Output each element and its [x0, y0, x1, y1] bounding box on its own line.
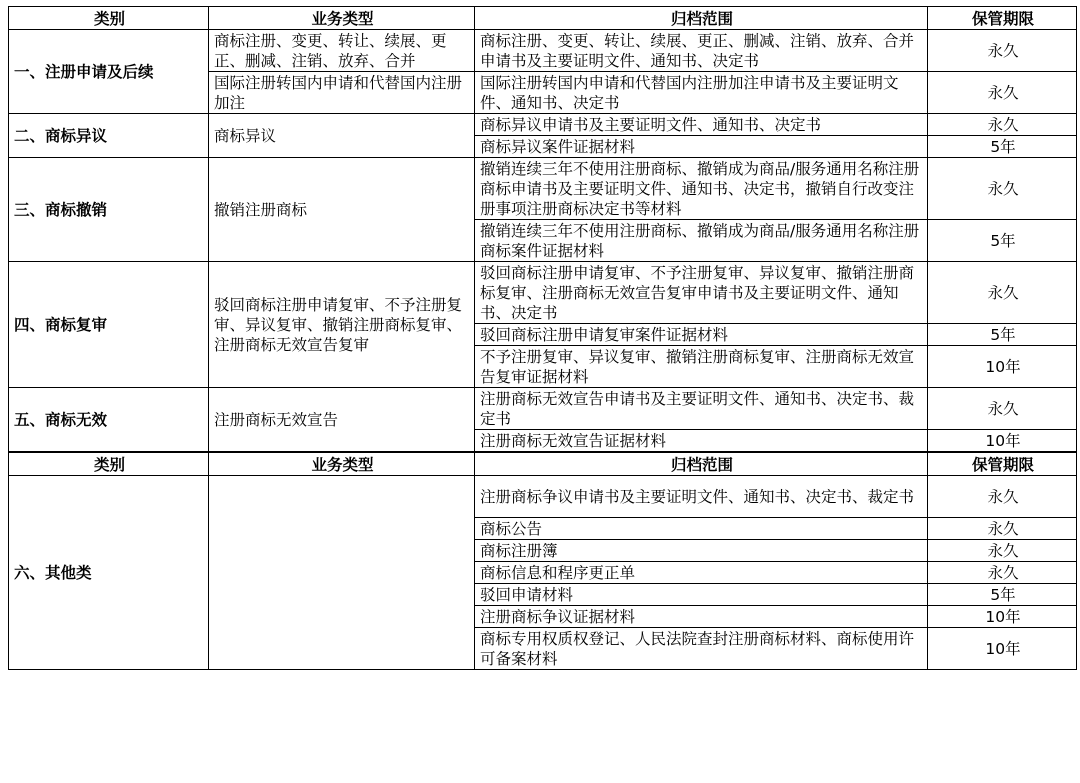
header-archive-scope: 归档范围	[475, 7, 928, 30]
category-cell: 六、其他类	[9, 476, 209, 670]
retention-period-cell: 永久	[928, 540, 1077, 562]
table-row	[9, 262, 1077, 324]
retention-period-cell: 永久	[928, 72, 1077, 114]
business-type-cell	[209, 476, 475, 670]
retention-period-cell: 永久	[928, 476, 1077, 518]
header-category: 类别	[9, 452, 209, 476]
retention-period-cell: 永久	[928, 388, 1077, 430]
table-row	[9, 114, 1077, 136]
business-type-cell: 注册商标无效宣告	[209, 388, 475, 453]
archive-scope-cell: 商标注册簿	[475, 540, 928, 562]
header-retention-period: 保管期限	[928, 452, 1077, 476]
retention-period-cell: 永久	[928, 114, 1077, 136]
archive-retention-table-container	[8, 6, 1076, 670]
archive-scope-cell: 驳回商标注册申请复审、不予注册复审、异议复审、撤销注册商标复审、注册商标无效宣告复审申请书及主要证明文件、通知书、决定书	[475, 262, 928, 324]
retention-period-cell: 5年	[928, 324, 1077, 346]
retention-period-cell: 永久	[928, 158, 1077, 220]
header-row-repeat	[9, 452, 1077, 476]
business-type-cell: 驳回商标注册申请复审、不予注册复审、异议复审、撤销注册商标复审、注册商标无效宣告复审	[209, 262, 475, 388]
archive-scope-cell: 注册商标无效宣告证据材料	[475, 430, 928, 453]
header-retention-period: 保管期限	[928, 7, 1077, 30]
archive-scope-cell: 商标注册、变更、转让、续展、更正、删减、注销、放弃、合并申请书及主要证明文件、通知书、决定书	[475, 30, 928, 72]
business-type-cell: 国际注册转国内申请和代替国内注册加注	[209, 72, 475, 114]
archive-scope-cell: 不予注册复审、异议复审、撤销注册商标复审、注册商标无效宣告复审证据材料	[475, 346, 928, 388]
business-type-cell: 商标注册、变更、转让、续展、更正、删减、注销、放弃、合并	[209, 30, 475, 72]
retention-period-cell: 10年	[928, 628, 1077, 670]
header-business-type: 业务类型	[209, 7, 475, 30]
archive-scope-cell: 商标专用权质权登记、人民法院查封注册商标材料、商标使用许可备案材料	[475, 628, 928, 670]
category-cell: 一、注册申请及后续	[9, 30, 209, 114]
retention-period-cell: 10年	[928, 430, 1077, 453]
header-business-type: 业务类型	[209, 452, 475, 476]
retention-period-cell: 永久	[928, 562, 1077, 584]
retention-period-cell: 5年	[928, 136, 1077, 158]
table-row	[9, 388, 1077, 430]
table-row	[9, 30, 1077, 72]
archive-scope-cell: 国际注册转国内申请和代替国内注册加注申请书及主要证明文件、通知书、决定书	[475, 72, 928, 114]
category-cell: 二、商标异议	[9, 114, 209, 158]
archive-scope-cell: 注册商标无效宣告申请书及主要证明文件、通知书、决定书、裁定书	[475, 388, 928, 430]
table-row	[9, 158, 1077, 220]
retention-period-cell: 5年	[928, 220, 1077, 262]
archive-scope-cell: 注册商标争议证据材料	[475, 606, 928, 628]
category-cell: 三、商标撤销	[9, 158, 209, 262]
archive-scope-cell: 商标公告	[475, 518, 928, 540]
table-row	[9, 476, 1077, 518]
header-archive-scope: 归档范围	[475, 452, 928, 476]
archive-scope-cell: 商标信息和程序更正单	[475, 562, 928, 584]
archive-scope-cell: 注册商标争议申请书及主要证明文件、通知书、决定书、裁定书	[475, 476, 928, 518]
archive-scope-cell: 商标异议申请书及主要证明文件、通知书、决定书	[475, 114, 928, 136]
archive-scope-cell: 驳回商标注册申请复审案件证据材料	[475, 324, 928, 346]
archive-scope-cell: 撤销连续三年不使用注册商标、撤销成为商品/服务通用名称注册商标申请书及主要证明文件、通知书、决定书，撤销自行改变注册事项注册商标决定书等材料	[475, 158, 928, 220]
retention-period-cell: 永久	[928, 262, 1077, 324]
business-type-cell: 商标异议	[209, 114, 475, 158]
retention-period-cell: 永久	[928, 30, 1077, 72]
retention-period-cell: 10年	[928, 606, 1077, 628]
category-cell: 五、商标无效	[9, 388, 209, 453]
category-cell: 四、商标复审	[9, 262, 209, 388]
archive-scope-cell: 驳回申请材料	[475, 584, 928, 606]
business-type-cell: 撤销注册商标	[209, 158, 475, 262]
archive-retention-table	[8, 6, 1077, 670]
header-category: 类别	[9, 7, 209, 30]
archive-scope-cell: 撤销连续三年不使用注册商标、撤销成为商品/服务通用名称注册商标案件证据材料	[475, 220, 928, 262]
archive-scope-cell: 商标异议案件证据材料	[475, 136, 928, 158]
retention-period-cell: 永久	[928, 518, 1077, 540]
retention-period-cell: 5年	[928, 584, 1077, 606]
retention-period-cell: 10年	[928, 346, 1077, 388]
header-row	[9, 7, 1077, 30]
